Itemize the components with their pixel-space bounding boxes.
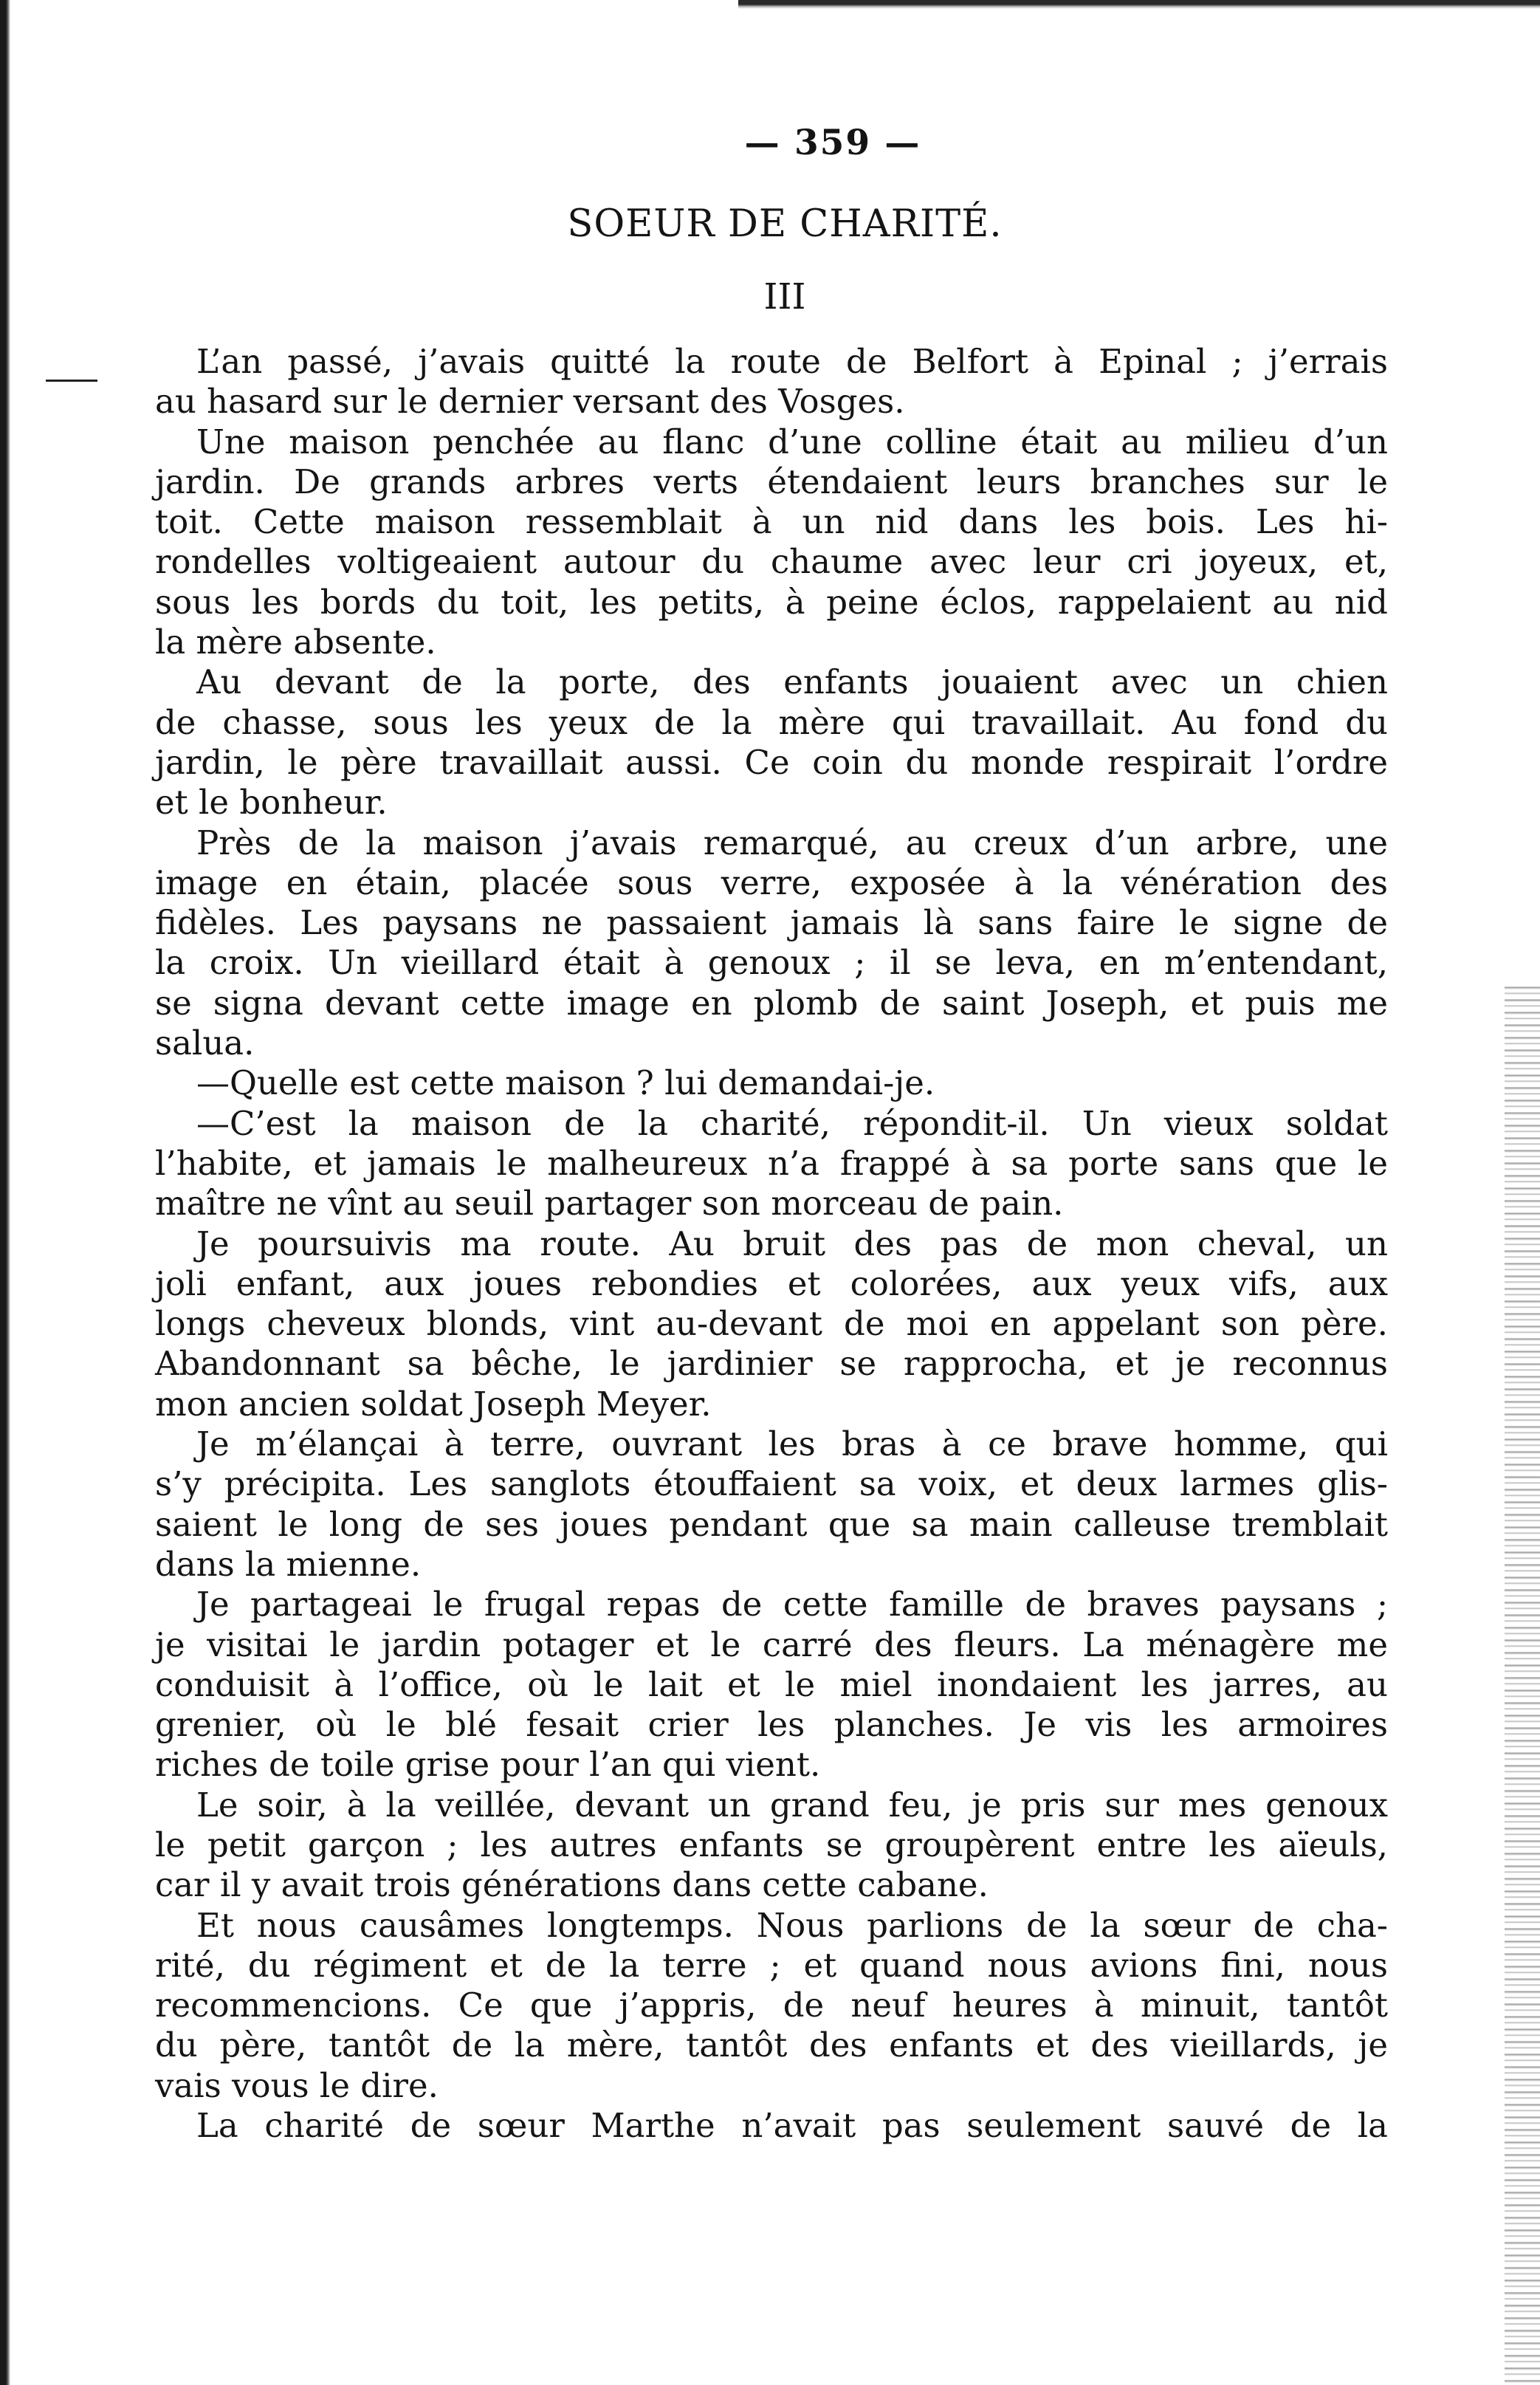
text-line: Une maison penchée au flanc d’une colline était au milieu d’un (196, 422, 1388, 461)
text-line: l’habite, et jamais le malheureux n’a frappé à sa porte sans que le (155, 1143, 1388, 1183)
body-text (155, 342, 1388, 2146)
scan-edge-right (1505, 982, 1540, 2385)
text-line: Abandonnant sa bêche, le jardinier se rapprocha, et je reconnus (155, 1344, 1388, 1384)
text-line: joli enfant, aux joues rebondies et colorées, aux yeux vifs, aux (155, 1263, 1388, 1303)
text-line: grenier, où le blé fesait crier les planches. Je vis les armoires (155, 1705, 1388, 1745)
text-line: rité, du régiment et de la terre ; et quand nous avions fini, nous (155, 1945, 1388, 1985)
text-line: la mère absente. (155, 622, 436, 662)
text-line: du père, tantôt de la mère, tantôt des enfants et des vieillards, je (155, 2025, 1388, 2065)
scan-edge-top (738, 0, 1540, 9)
text-line: maître ne vînt au seuil partager son morceau de pain. (155, 1184, 1064, 1224)
text-line: recommencions. Ce que j’appris, de neuf heures à minuit, tantôt (155, 1986, 1388, 2025)
page-number: — 359 — (744, 123, 921, 163)
text-line: saient le long de ses joues pendant que sa main calleuse tremblait (155, 1504, 1388, 1544)
text-line: le petit garçon ; les autres enfants se groupèrent entre les aïeuls, (155, 1825, 1388, 1864)
text-line: au hasard sur le dernier versant des Vosges. (155, 382, 905, 422)
text-line: sous les bords du toit, les petits, à peine éclos, rappelaient au nid (155, 582, 1388, 622)
text-line: mon ancien soldat Joseph Meyer. (155, 1384, 712, 1424)
text-line: Je partageai le frugal repas de cette famille de braves paysans ; (196, 1585, 1388, 1624)
text-line: et le bonheur. (155, 783, 388, 823)
text-line: dans la mienne. (155, 1544, 422, 1584)
text-line: vais vous le dire. (155, 2065, 439, 2105)
text-line: fidèles. Les paysans ne passaient jamais là sans faire le signe de (155, 903, 1388, 943)
text-line: jardin, le père travaillait aussi. Ce coin du monde respirait l’ordre (155, 742, 1388, 782)
text-line: longs cheveux blonds, vint au-devant de moi en appelant son père. (155, 1304, 1388, 1344)
text-line: Le soir, à la veillée, devant un grand feu, je pris sur mes genoux (196, 1785, 1388, 1825)
chapter-title: SOEUR DE CHARITÉ. (567, 202, 1003, 246)
text-line: —C’est la maison de la charité, répondit-il. Un vieux soldat (196, 1103, 1388, 1143)
text-line: car il y avait trois générations dans cette cabane. (155, 1865, 989, 1905)
text-line: riches de toile grise pour l’an qui vient. (155, 1745, 821, 1785)
text-line: toit. Cette maison ressemblait à un nid dans les bois. Les hi- (155, 502, 1388, 542)
text-line: Je poursuivis ma route. Au bruit des pas de mon cheval, un (196, 1224, 1388, 1263)
text-line: la croix. Un vieillard était à genoux ; il se leva, en m’entendant, (155, 943, 1388, 983)
text-line: Près de la maison j’avais remarqué, au creux d’un arbre, une (196, 823, 1388, 862)
text-line: jardin. De grands arbres verts étendaient leurs branches sur le (155, 461, 1388, 501)
text-line: se signa devant cette image en plomb de saint Joseph, et puis me (155, 983, 1388, 1023)
margin-mark (46, 380, 97, 382)
text-line: conduisit à l’office, où le lait et le miel inondaient les jarres, au (155, 1664, 1388, 1704)
text-line: image en étain, placée sous verre, exposée à la vénération des (155, 862, 1388, 902)
text-line: s’y précipita. Les sanglots étouffaient sa voix, et deux larmes glis- (155, 1464, 1388, 1504)
text-line: L’an passé, j’avais quitté la route de Belfort à Epinal ; j’errais (196, 342, 1388, 381)
text-line: rondelles voltigeaient autour du chaume avec leur cri joyeux, et, (155, 542, 1388, 582)
text-line: salua. (155, 1023, 255, 1063)
text-line: La charité de sœur Marthe n’avait pas seulement sauvé de la (196, 2106, 1388, 2146)
text-line: —Quelle est cette maison ? lui demandai-je. (196, 1063, 935, 1103)
section-number: III (763, 276, 806, 318)
text-line: Et nous causâmes longtemps. Nous parlions de la sœur de cha- (196, 1905, 1388, 1945)
text-line: je visitai le jardin potager et le carré des fleurs. La ménagère me (155, 1624, 1388, 1664)
text-line: Je m’élançai à terre, ouvrant les bras à ce brave homme, qui (196, 1424, 1388, 1464)
scan-edge-left (0, 0, 10, 2385)
text-line: de chasse, sous les yeux de la mère qui travaillait. Au fond du (155, 702, 1388, 742)
text-line: Au devant de la porte, des enfants jouaient avec un chien (196, 662, 1388, 702)
